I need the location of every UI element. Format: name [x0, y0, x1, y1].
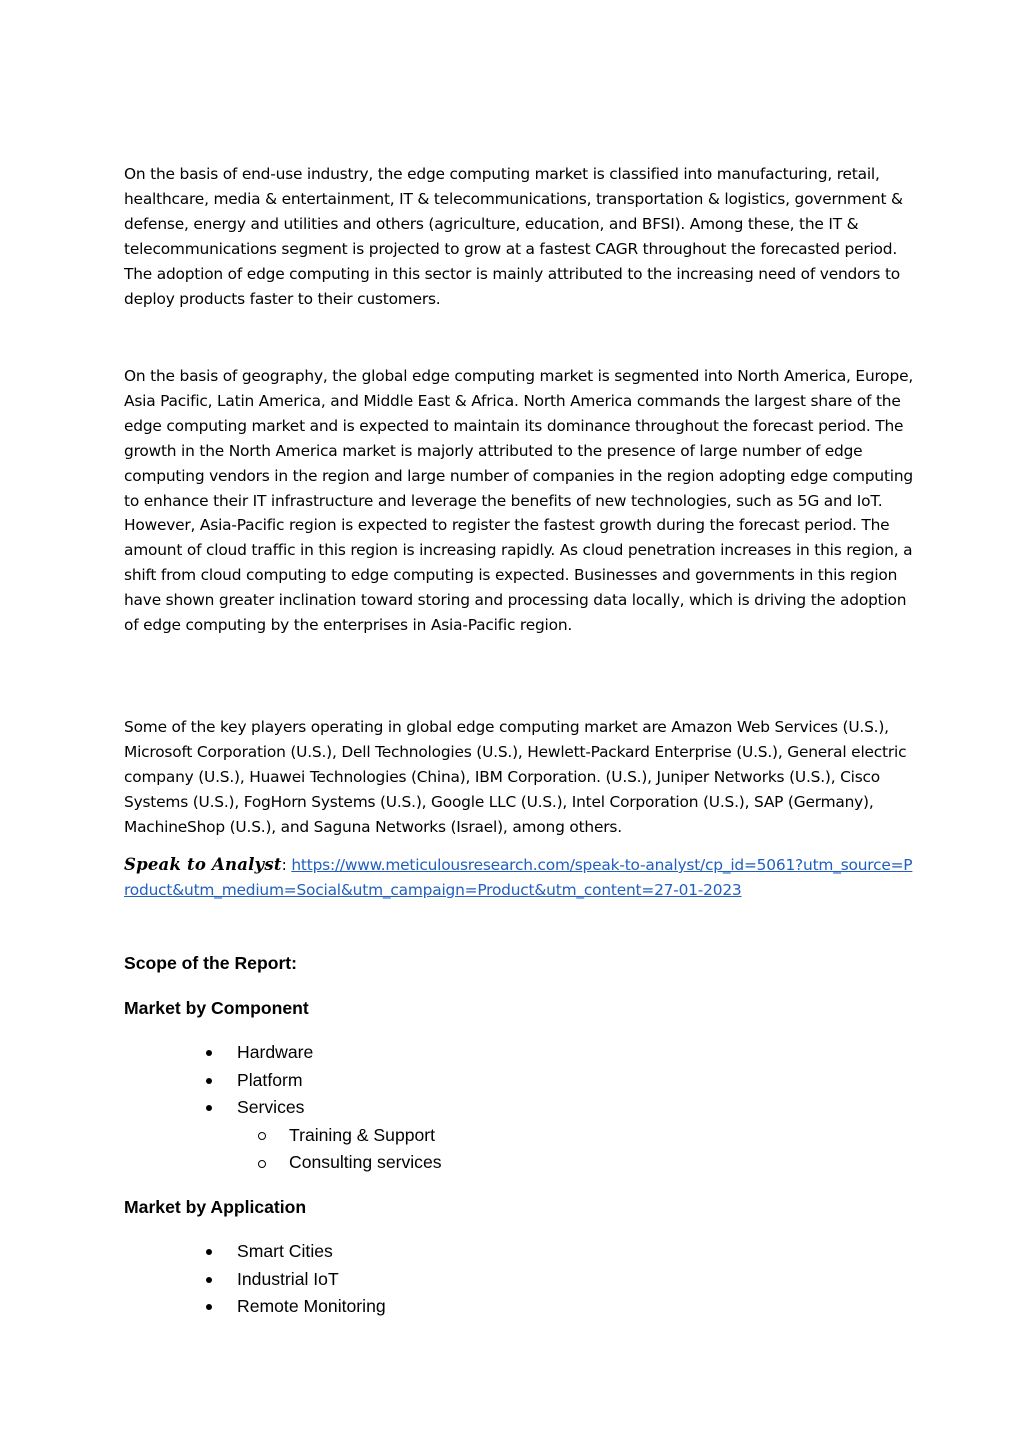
speak-to-analyst-link[interactable]: https://www.meticulousresearch.com/speak-to-analyst/cp_id=5061?utm_source=Product&utm_medium=Social&utm_campaign=Product&utm_content=27-01-2023: [124, 856, 913, 899]
list-item: Remote Monitoring: [0, 1293, 600, 1321]
bullet-icon: [206, 1078, 212, 1084]
analyst-separator: :: [281, 856, 292, 874]
end-use-paragraph: On the basis of end-use industry, the edge computing market is classified into manufacturing, retail, healthcare, media & entertainment, IT & telecommunications, transportation & logistics, government & defense, energy and utilities and others (agriculture, education, and BFSI). Among these, the IT & telecommunications segment is projected to grow at a fastest CAGR throughout the forecasted period. The adoption of edge computing in this sector is mainly attributed to the increasing need of vendors to deploy products faster to their customers.: [124, 165, 903, 308]
speak-to-analyst-line: [124, 853, 914, 903]
market-by-component-heading: Market by Component: [124, 998, 309, 1018]
sub-list-item: Consulting services: [0, 1149, 600, 1177]
bullet-icon: [206, 1249, 212, 1255]
list-item: Industrial IoT: [0, 1266, 600, 1294]
list-item: Services: [0, 1094, 600, 1122]
market-by-application-heading: Market by Application: [124, 1197, 307, 1217]
bullet-icon: [206, 1050, 212, 1056]
list-item: Hardware: [0, 1039, 600, 1067]
hollow-bullet-icon: [258, 1132, 266, 1140]
bullet-icon: [206, 1304, 212, 1310]
speak-to-analyst-label: Speak to Analyst: [124, 855, 282, 874]
geography-paragraph: On the basis of geography, the global edge computing market is segmented into North America, Europe, Asia Pacific, Latin America, and Middle East & Africa. North America commands the largest share of the edge computing market and is expected to maintain its dominance throughout the forecast period. The growth in the North America market is majorly attributed to the presence of large number of edge computing vendors in the region and large number of companies in the region adopting edge computing to enhance their IT infrastructure and leverage the benefits of new technologies, such as 5G and IoT. However, Asia-Pacific region is expected to register the fastest growth during the forecast period. The amount of cloud traffic in this region is increasing rapidly. As cloud penetration increases in this region, a shift from cloud computing to edge computing is expected. Businesses and governments in this region have shown greater inclination toward storing and processing data locally, which is driving the adoption of edge computing by the enterprises in Asia-Pacific region.: [124, 367, 914, 635]
list-item: Platform: [0, 1067, 600, 1095]
sub-list-item: Training & Support: [0, 1122, 600, 1150]
bullet-icon: [206, 1105, 212, 1111]
key-players-paragraph: Some of the key players operating in global edge computing market are Amazon Web Services (U.S.), Microsoft Corporation (U.S.), Dell Technologies (U.S.), Hewlett-Packard Enterprise (U.S.), General electric company (U.S.), Huawei Technologies (China), IBM Corporation. (U.S.), Juniper Networks (U.S.), Cisco Systems (U.S.), FogHorn Systems (U.S.), Google LLC (U.S.), Intel Corporation (U.S.), SAP (Germany), MachineShop (U.S.), and Saguna Networks (Israel), among others.: [124, 718, 907, 836]
component-list: [0, 1039, 600, 1177]
hollow-bullet-icon: [258, 1160, 266, 1168]
scope-heading: Scope of the Report:: [124, 953, 298, 973]
bullet-icon: [206, 1277, 212, 1283]
list-item: Smart Cities: [0, 1238, 600, 1266]
application-list: [0, 1238, 600, 1321]
